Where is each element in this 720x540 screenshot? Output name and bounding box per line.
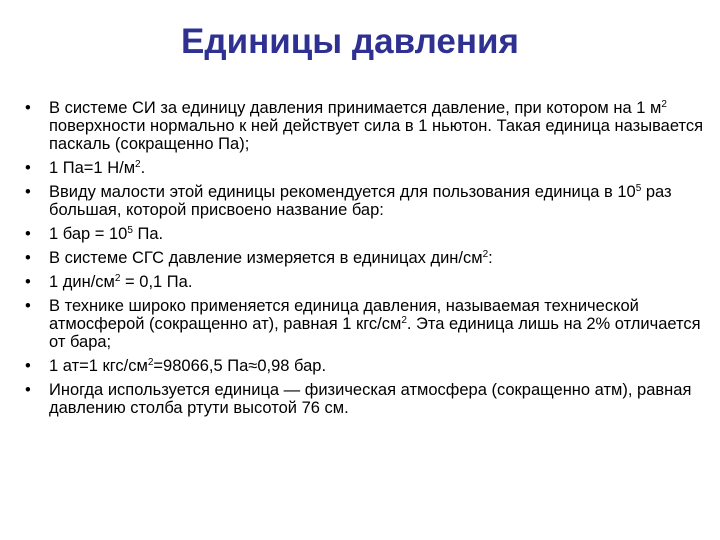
bullet-item: • В системе СГС давление измеряется в единицах дин/$см^2$: <box>25 249 715 267</box>
bullet-item: • 1 бар = $10^5$ Па. <box>25 225 715 243</box>
bullet-item: • 1 Па=1 $Н/м^2$. <box>25 159 715 177</box>
slide-title: Единицы давления <box>181 22 519 61</box>
bullet-list <box>25 99 715 417</box>
bullet-item: • В системе СИ за единицу давления принимается давление, при котором на 1 $м^2$ поверхности нормально к ней действует сила в 1 ньютон. Такая единица называется паскаль (сокращенно Па); <box>25 99 715 153</box>
bullet-item: • 1 дин/$см^2 = 0,1$ Па. <box>25 273 715 291</box>
bullet-item: • 1 ат=1 кгс/$см^2=98066,5$ Па≈0,98 бар. <box>25 357 715 375</box>
bullet-item: • Иногда используется единица — физическая атмосфера (сокращенно атм), равная давлению столба ртути высотой 76 см. <box>25 381 715 417</box>
bullet-item: • Ввиду малости этой единицы рекомендуется для пользования единица в $10^5$ раз большая, которой присвоено название бар: <box>25 183 715 219</box>
bullet-item: • В технике широко применяется единица давления, называемая технической атмосферой (сокращенно ат), равная 1 кгс/$см^2$. Эта единица лишь на 2% отличается от бара; <box>25 297 715 351</box>
